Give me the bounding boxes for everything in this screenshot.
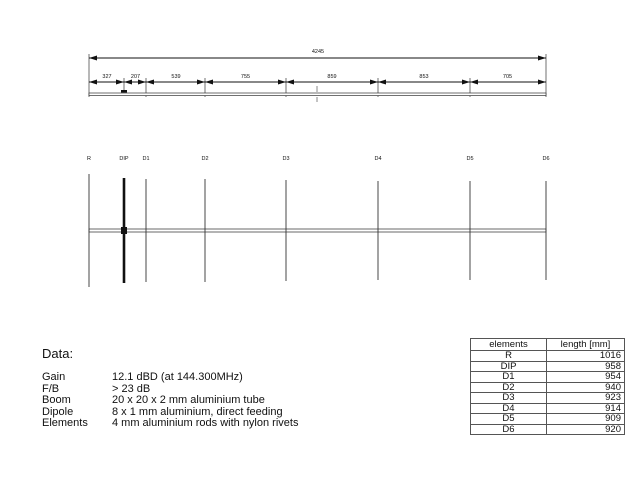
table-row <box>471 351 625 362</box>
arrow-icon <box>370 80 378 85</box>
spec-value: 8 x 1 mm aluminium, direct feeding <box>112 405 283 418</box>
data-specs <box>42 372 298 430</box>
length-cell: 954 <box>547 372 625 383</box>
table-header-row <box>471 339 625 351</box>
arrow-icon <box>197 80 205 85</box>
feed-point-marker <box>121 90 127 93</box>
spec-row-boom <box>42 395 298 407</box>
spec-key: F/B <box>42 382 60 395</box>
length-cell: 940 <box>547 382 625 393</box>
spec-value: 20 x 20 x 2 mm aluminium tube <box>112 394 265 406</box>
element-cell: D5 <box>471 414 547 425</box>
table-row <box>471 403 625 414</box>
length-cell: 958 <box>547 361 625 372</box>
length-cell: 909 <box>547 414 625 425</box>
element-label-r: R <box>87 156 91 162</box>
boom-side-rect <box>89 229 546 232</box>
spacing-label-dip-d1: 207 <box>130 74 141 80</box>
dipole-feed-block <box>121 227 127 234</box>
column-header-length: length [mm] <box>547 339 625 351</box>
arrow-right-icon <box>538 56 546 61</box>
arrow-icon <box>89 80 97 85</box>
spec-key: Gain <box>42 371 66 383</box>
spacing-label-d5-d6: 705 <box>502 74 513 80</box>
element-cell: D1 <box>471 372 547 383</box>
element-labels <box>87 156 550 162</box>
arrow-icon <box>278 80 286 85</box>
element-label-dip: DIP <box>119 156 129 162</box>
length-cell: 920 <box>547 424 625 435</box>
spec-key: Elements <box>42 417 88 429</box>
element-label-d5: D5 <box>466 156 474 162</box>
arrow-icon <box>286 80 294 85</box>
spacing-label-d3-d4: 859 <box>327 74 337 80</box>
arrow-icon <box>205 80 213 85</box>
arrow-icon <box>378 80 386 85</box>
element-cell: D6 <box>471 424 547 435</box>
arrow-icon <box>116 80 124 85</box>
element-cell: D2 <box>471 382 547 393</box>
element-label-d4: D4 <box>374 156 382 162</box>
boom-top-rect <box>89 93 546 96</box>
length-cell: 1016 <box>547 351 625 362</box>
spacing-label-r-dip: 327 <box>102 74 112 80</box>
spec-row-elements <box>42 418 298 430</box>
arrow-icon <box>470 80 478 85</box>
length-cell: 914 <box>547 403 625 414</box>
total-length-label: 4245 <box>311 49 325 55</box>
table-row <box>471 361 625 372</box>
spec-key: Boom <box>42 394 71 406</box>
element-label-d3: D3 <box>282 156 290 162</box>
spec-value: 12.1 dBD (at 144.300MHz) <box>112 371 243 383</box>
spec-value: > 23 dB <box>112 382 151 395</box>
element-label-d2: D2 <box>201 156 209 162</box>
element-label-d1: D1 <box>142 156 150 162</box>
boom-top-view <box>89 86 546 102</box>
table-row <box>471 414 625 425</box>
element-cell: D3 <box>471 393 547 404</box>
table-row <box>471 382 625 393</box>
length-cell: 923 <box>547 393 625 404</box>
antenna-side-view <box>89 174 546 287</box>
element-cell: R <box>471 351 547 362</box>
column-header-elements: elements <box>471 339 547 351</box>
spec-key: Dipole <box>42 405 74 418</box>
arrow-icon <box>124 80 132 85</box>
data-heading: Data: <box>42 346 74 361</box>
spacing-label-d1-d2: 539 <box>171 74 181 80</box>
element-cell: D4 <box>471 403 547 414</box>
arrow-left-icon <box>89 56 97 61</box>
element-lengths-table <box>470 338 625 435</box>
spacing-label-d4-d5: 853 <box>419 74 429 80</box>
arrow-icon <box>462 80 470 85</box>
table-row <box>471 393 625 404</box>
spacing-label-d2-d3: 755 <box>240 74 251 80</box>
arrow-icon <box>538 80 546 85</box>
arrow-icon <box>138 80 146 85</box>
total-length-dimension <box>89 49 546 97</box>
arrow-icon <box>146 80 154 85</box>
table-row <box>471 372 625 383</box>
element-label-d6: D6 <box>542 156 550 162</box>
spec-value: 4 mm aluminium rods with nylon rivets <box>112 417 299 429</box>
table-row <box>471 424 625 435</box>
element-cell: DIP <box>471 361 547 372</box>
spec-row-gain <box>42 372 298 384</box>
